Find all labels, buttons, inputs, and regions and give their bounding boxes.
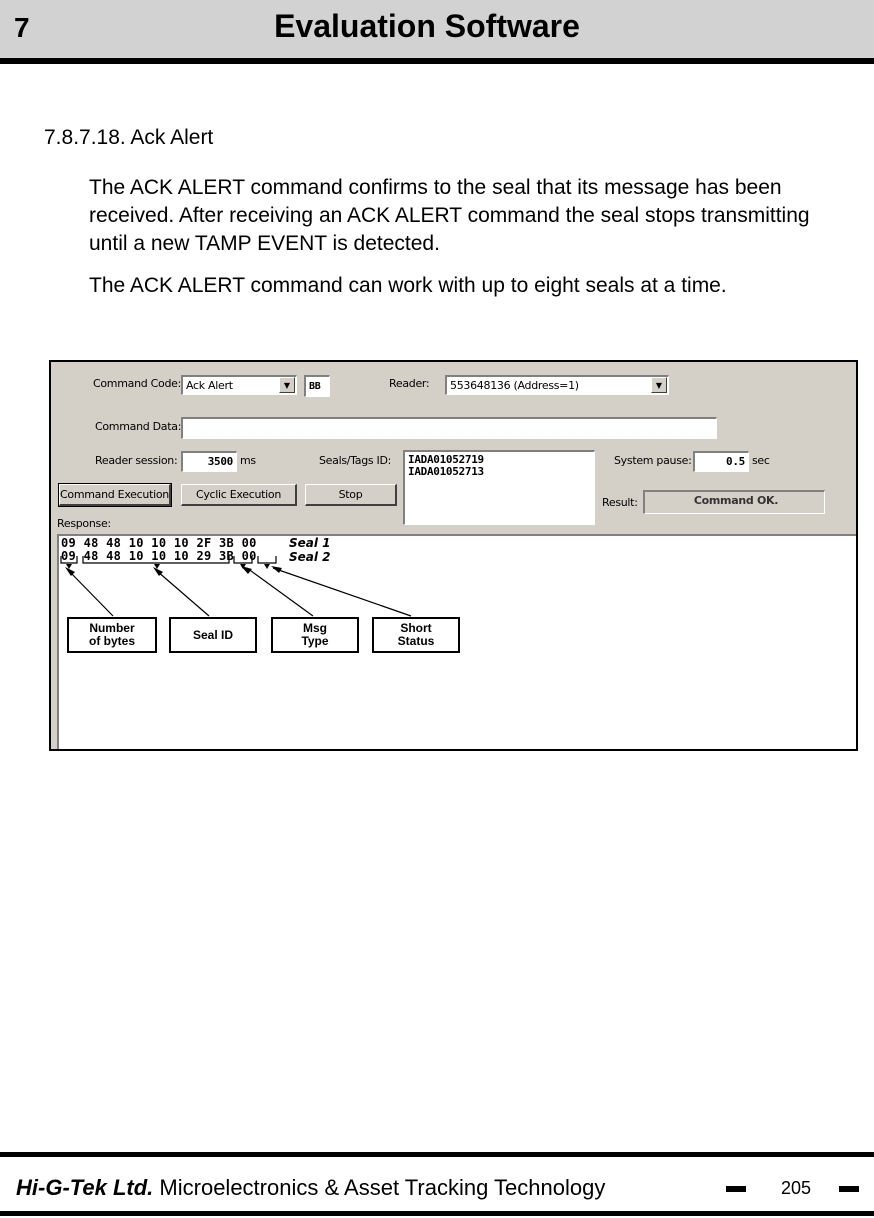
response-area[interactable] [57, 534, 856, 749]
paragraph-2: The ACK ALERT command can work with up to eight seals at a time. [89, 274, 727, 297]
arrow-seal-id [157, 571, 209, 616]
page-title: Evaluation Software [274, 8, 580, 44]
reader-session-input[interactable]: 3500 [181, 451, 237, 472]
command-data-label: Command Data: [95, 420, 182, 433]
reader-label: Reader: [389, 377, 430, 390]
result-label: Result: [602, 496, 638, 509]
callout-short-status: Short Status [372, 617, 460, 653]
callout-seal-id: Seal ID [169, 617, 257, 653]
bracket-short-status [258, 556, 276, 563]
arrowhead-up [65, 567, 75, 576]
reader-select[interactable] [445, 375, 669, 395]
footer-tagline: Microelectronics & Asset Tracking Technology [159, 1175, 606, 1200]
bracket-number-of-bytes [61, 556, 77, 563]
arrowhead-up [241, 566, 252, 574]
response-seal-2: Seal 2 [289, 550, 331, 564]
seal-id-item[interactable]: IADA01052719 [408, 453, 484, 466]
arrowhead-up [271, 566, 282, 573]
section-heading: 7.8.7.18. Ack Alert [44, 126, 214, 149]
response-seal-1: Seal 1 [289, 536, 331, 550]
seal-id-item[interactable]: IADA01052713 [408, 465, 484, 478]
response-line-1: 09 48 48 10 10 10 2F 3B 00 [61, 536, 257, 550]
stop-button[interactable]: Stop [305, 484, 397, 506]
footer-rule-bottom [0, 1211, 874, 1216]
bracket-msg-type [234, 556, 252, 563]
seals-tags-list[interactable] [403, 450, 595, 525]
chevron-down-icon[interactable]: ▼ [279, 377, 295, 393]
command-execution-button[interactable]: Command Execution [59, 484, 171, 506]
arrowhead-down [264, 564, 270, 569]
response-line-2: 09 48 48 10 10 10 29 3B 00 [61, 549, 257, 563]
page-number: 205 [781, 1178, 812, 1198]
result-field: Command OK. [643, 490, 825, 514]
paragraph-1: The ACK ALERT command confirms to the seal that its message has been received. After receiving an ACK ALERT command the seal stops transmitting until a new TAMP EVENT is detected. [89, 176, 810, 255]
system-pause-unit: sec [752, 454, 770, 467]
system-pause-input[interactable]: 0.5 [693, 451, 749, 472]
header-rule [0, 58, 874, 64]
callout-number-of-bytes: Number of bytes [67, 617, 157, 653]
footer-rule-top [0, 1152, 874, 1157]
reader-session-label: Reader session: [95, 454, 178, 467]
arrow-number-of-bytes [69, 571, 113, 616]
arrow-msg-type [247, 568, 313, 616]
reader-session-unit: ms [240, 454, 256, 467]
footer-dash-left [726, 1186, 746, 1192]
command-code-value: Ack Alert [186, 379, 233, 392]
bracket-seal-id [83, 556, 229, 563]
chapter-number: 7 [14, 12, 30, 43]
evaluation-software-screenshot [49, 360, 858, 751]
response-label: Response: [57, 517, 111, 530]
footer-company: Hi-G-Tek Ltd. [16, 1175, 154, 1200]
cyclic-execution-button[interactable]: Cyclic Execution [181, 484, 297, 506]
chevron-down-icon[interactable]: ▼ [651, 377, 667, 393]
system-pause-label: System pause: [614, 454, 692, 467]
footer-dash-right [839, 1186, 859, 1192]
callout-msg-type: Msg Type [271, 617, 359, 653]
command-code-label: Command Code: [93, 377, 181, 390]
arrow-short-status [273, 568, 411, 616]
footer-text [16, 1175, 605, 1201]
command-data-input[interactable] [181, 417, 717, 439]
seals-tags-label: Seals/Tags ID: [319, 454, 392, 467]
reader-value: 553648136 (Address=1) [450, 379, 579, 392]
command-code-hex-field[interactable]: BB [304, 375, 330, 397]
